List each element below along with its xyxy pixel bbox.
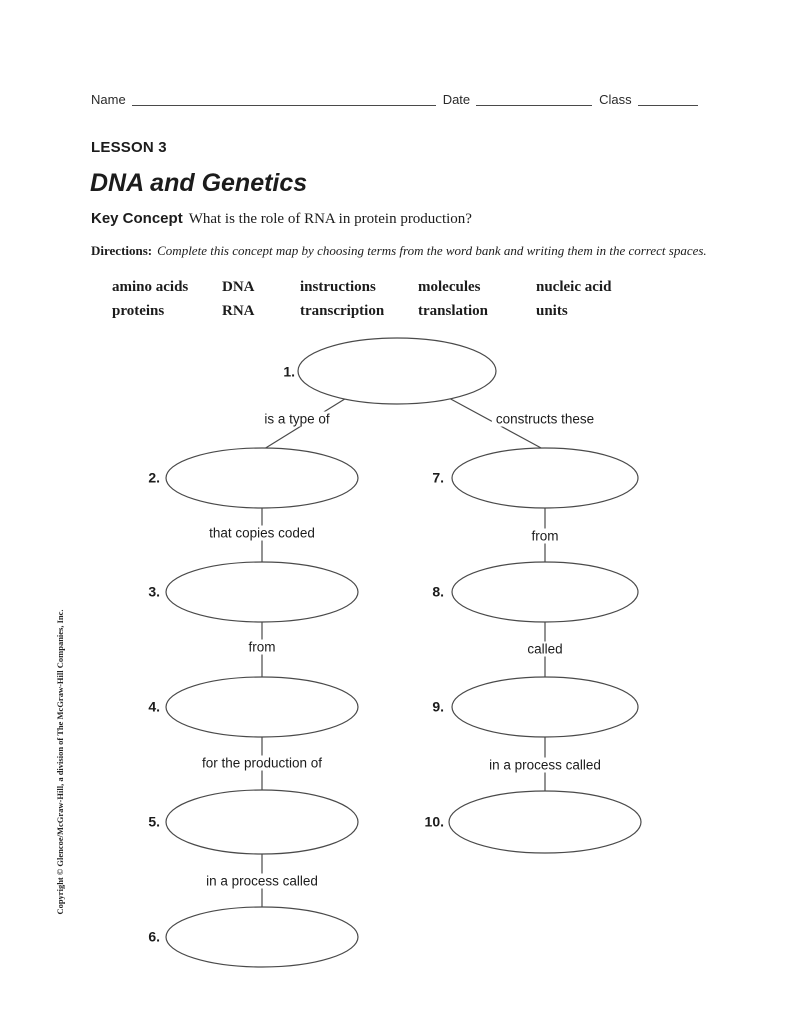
name-label: Name xyxy=(91,92,126,107)
word-bank-term: molecules xyxy=(418,279,481,295)
connector-label-from-right: from xyxy=(528,529,563,544)
node-number-4: 4. xyxy=(148,698,160,715)
answer-ellipse-8[interactable] xyxy=(452,562,638,622)
answer-ellipse-5[interactable] xyxy=(166,790,358,854)
node-number-10: 10. xyxy=(424,813,444,830)
answer-ellipse-4[interactable] xyxy=(166,677,358,737)
connector-label-in-a-process-called-right: in a process called xyxy=(485,758,605,773)
word-bank-term: DNA xyxy=(222,279,255,295)
connector-label-that-copies-coded: that copies coded xyxy=(205,526,319,541)
node-number-5: 5. xyxy=(148,813,160,830)
answer-ellipse-9[interactable] xyxy=(452,677,638,737)
node-number-9: 9. xyxy=(432,698,444,715)
answer-ellipse-1[interactable] xyxy=(298,338,496,404)
answer-ellipse-3[interactable] xyxy=(166,562,358,622)
word-bank-term: proteins xyxy=(112,303,165,319)
connector-label-from-left: from xyxy=(245,640,280,655)
word-bank-term: units xyxy=(536,303,568,319)
word-bank-term: RNA xyxy=(222,303,255,319)
node-number-8: 8. xyxy=(432,583,444,600)
word-bank-term: amino acids xyxy=(112,279,189,295)
date-label: Date xyxy=(442,92,471,107)
lesson-number: LESSON 3 xyxy=(91,139,167,156)
directions-text: Complete this concept map by choosing terms from the word bank and writing them in the correct spaces. xyxy=(157,243,707,258)
word-bank-term: instructions xyxy=(300,279,376,295)
connector-label-called: called xyxy=(523,642,566,657)
class-label: Class xyxy=(599,92,632,107)
key-concept-label: Key Concept xyxy=(91,210,183,227)
directions-label: Directions: xyxy=(91,243,153,258)
word-bank-term: transcription xyxy=(300,303,385,319)
connector-label-for-the-production-of: for the production of xyxy=(198,756,326,771)
connector-label-in-a-process-called-left: in a process called xyxy=(202,874,322,889)
node-number-3: 3. xyxy=(148,583,160,600)
node-number-7: 7. xyxy=(432,469,444,486)
node-number-6: 6. xyxy=(148,928,160,945)
copyright-notice: Copyright © Glencoe/McGraw-Hill, a division of The McGraw-Hill Companies, Inc. xyxy=(55,609,65,915)
node-number-2: 2. xyxy=(148,469,160,486)
answer-ellipse-6[interactable] xyxy=(166,907,358,967)
answer-ellipse-7[interactable] xyxy=(452,448,638,508)
page-title: DNA and Genetics xyxy=(90,169,308,197)
answer-ellipse-2[interactable] xyxy=(166,448,358,508)
node-number-1: 1. xyxy=(283,363,295,380)
connector-label-constructs-these: constructs these xyxy=(492,412,598,427)
key-concept-question: What is the role of RNA in protein production? xyxy=(188,211,472,227)
answer-ellipse-10[interactable] xyxy=(449,791,641,853)
word-bank-term: translation xyxy=(418,303,489,319)
word-bank-term: nucleic acid xyxy=(536,279,612,295)
connector-label-is-a-type-of: is a type of xyxy=(260,412,333,427)
